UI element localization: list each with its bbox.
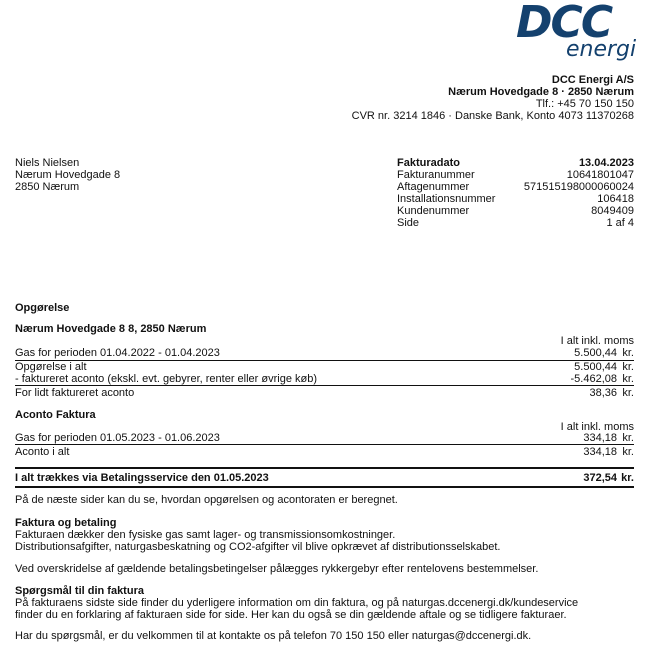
- opgorelse-row: [15, 347, 634, 360]
- info-row-date: [397, 157, 634, 169]
- info-value: 13.04.2023: [578, 157, 634, 169]
- faktura-betaling-text: Fakturaen dækker den fysiske gas samt lager- og transmissionsomkostninger.: [15, 529, 396, 541]
- company-phone: Tlf.: +45 70 150 150: [535, 98, 634, 110]
- total-divider: [15, 486, 634, 488]
- opgorelse-heading: Opgørelse: [15, 302, 70, 314]
- info-row: [397, 169, 634, 181]
- total-label: I alt trækkes via Betalingsservice den 01.05.2023: [15, 472, 269, 484]
- total-divider: [15, 467, 634, 469]
- info-label: Installationsnummer: [397, 193, 496, 205]
- info-label: Aftagenummer: [397, 181, 470, 193]
- row-label: Gas for perioden 01.04.2022 - 01.04.2023: [15, 347, 220, 359]
- info-row: [397, 217, 634, 229]
- row-value: 334,18: [583, 446, 617, 458]
- row-unit: kr.: [622, 373, 634, 385]
- divider: [15, 385, 634, 386]
- row-value: 334,18: [583, 432, 617, 444]
- company-cvr: CVR nr. 3214 1846 · Danske Bank, Konto 4073 11370268: [351, 110, 634, 122]
- divider: [15, 444, 634, 445]
- row-label: Aconto i alt: [15, 446, 70, 458]
- info-row: [397, 181, 634, 193]
- company-name: DCC Energi A/S: [551, 74, 634, 86]
- opgorelse-col-header: I alt inkl. moms: [560, 335, 634, 347]
- total-unit: kr.: [621, 472, 634, 484]
- company-address: Nærum Hovedgade 8 · 2850 Nærum: [448, 86, 634, 98]
- questions-text: finder du en forklaring af fakturaen side for side. Her kan du også se din gældende aftale og se tidligere fakturaer.: [15, 609, 567, 621]
- info-row: [397, 205, 634, 217]
- row-unit: kr.: [622, 361, 634, 373]
- total-row: [15, 472, 634, 485]
- aconto-heading: Aconto Faktura: [15, 409, 96, 421]
- questions-text: På fakturaens sidste side finder du yderligere information om din faktura, og på naturgas.dccenergi.dk/kundeservice: [15, 597, 579, 609]
- info-label: Fakturanummer: [397, 169, 475, 181]
- overskridelse-text: Ved overskridelse af gældende betalingsbetingelser pålægges rykkergebyr efter rentelovens bestemmelser.: [15, 563, 539, 575]
- questions-heading: Spørgsmål til din faktura: [15, 585, 144, 597]
- row-unit: kr.: [622, 446, 634, 458]
- customer-city: 2850 Nærum: [15, 181, 80, 193]
- info-value: 1 af 4: [606, 217, 634, 229]
- info-label: Kundenummer: [397, 205, 470, 217]
- dcc-logo: DCC: [516, 0, 612, 48]
- opgorelse-row: [15, 387, 634, 400]
- contact-text: Har du spørgsmål, er du velkommen til at kontakte os på telefon 70 150 150 eller naturgas@dccenergi.dk.: [15, 630, 532, 642]
- row-label: - faktureret aconto (ekskl. evt. gebyrer, renter eller øvrige køb): [15, 373, 318, 385]
- row-value: 5.500,44: [574, 361, 617, 373]
- row-unit: kr.: [622, 387, 634, 399]
- row-label: Gas for perioden 01.05.2023 - 01.06.2023: [15, 432, 220, 444]
- row-unit: kr.: [622, 432, 634, 444]
- info-row: [397, 193, 634, 205]
- row-label: Opgørelse i alt: [15, 361, 87, 373]
- row-label: For lidt faktureret aconto: [15, 387, 135, 399]
- intro-text: På de næste sider kan du se, hvordan opgørelsen og acontoraten er beregnet.: [15, 494, 398, 506]
- total-value: 372,54: [583, 472, 617, 484]
- aconto-row: [15, 446, 634, 459]
- info-value: 8049409: [591, 205, 634, 217]
- row-value: 5.500,44: [574, 347, 617, 359]
- info-value: 571515198000060024: [523, 181, 634, 193]
- row-unit: kr.: [622, 347, 634, 359]
- faktura-betaling-heading: Faktura og betaling: [15, 517, 117, 529]
- customer-street: Nærum Hovedgade 8: [15, 169, 121, 181]
- aconto-col-header: I alt inkl. moms: [560, 421, 634, 433]
- info-label: Side: [397, 217, 420, 229]
- info-value: 10641801047: [566, 169, 634, 181]
- info-label: Fakturadato: [397, 157, 460, 169]
- energi-logo: energi: [566, 37, 637, 62]
- customer-name: Niels Nielsen: [15, 157, 80, 169]
- row-value: 38,36: [589, 387, 617, 399]
- row-value: -5.462,08: [570, 373, 617, 385]
- invoice-info: [397, 157, 634, 229]
- info-value: 106418: [597, 193, 634, 205]
- faktura-betaling-text: Distributionsafgifter, naturgasbeskatning og CO2-afgifter vil blive opkrævet af distributionsselskabet.: [15, 541, 501, 553]
- opgorelse-address: Nærum Hovedgade 8 8, 2850 Nærum: [15, 323, 207, 335]
